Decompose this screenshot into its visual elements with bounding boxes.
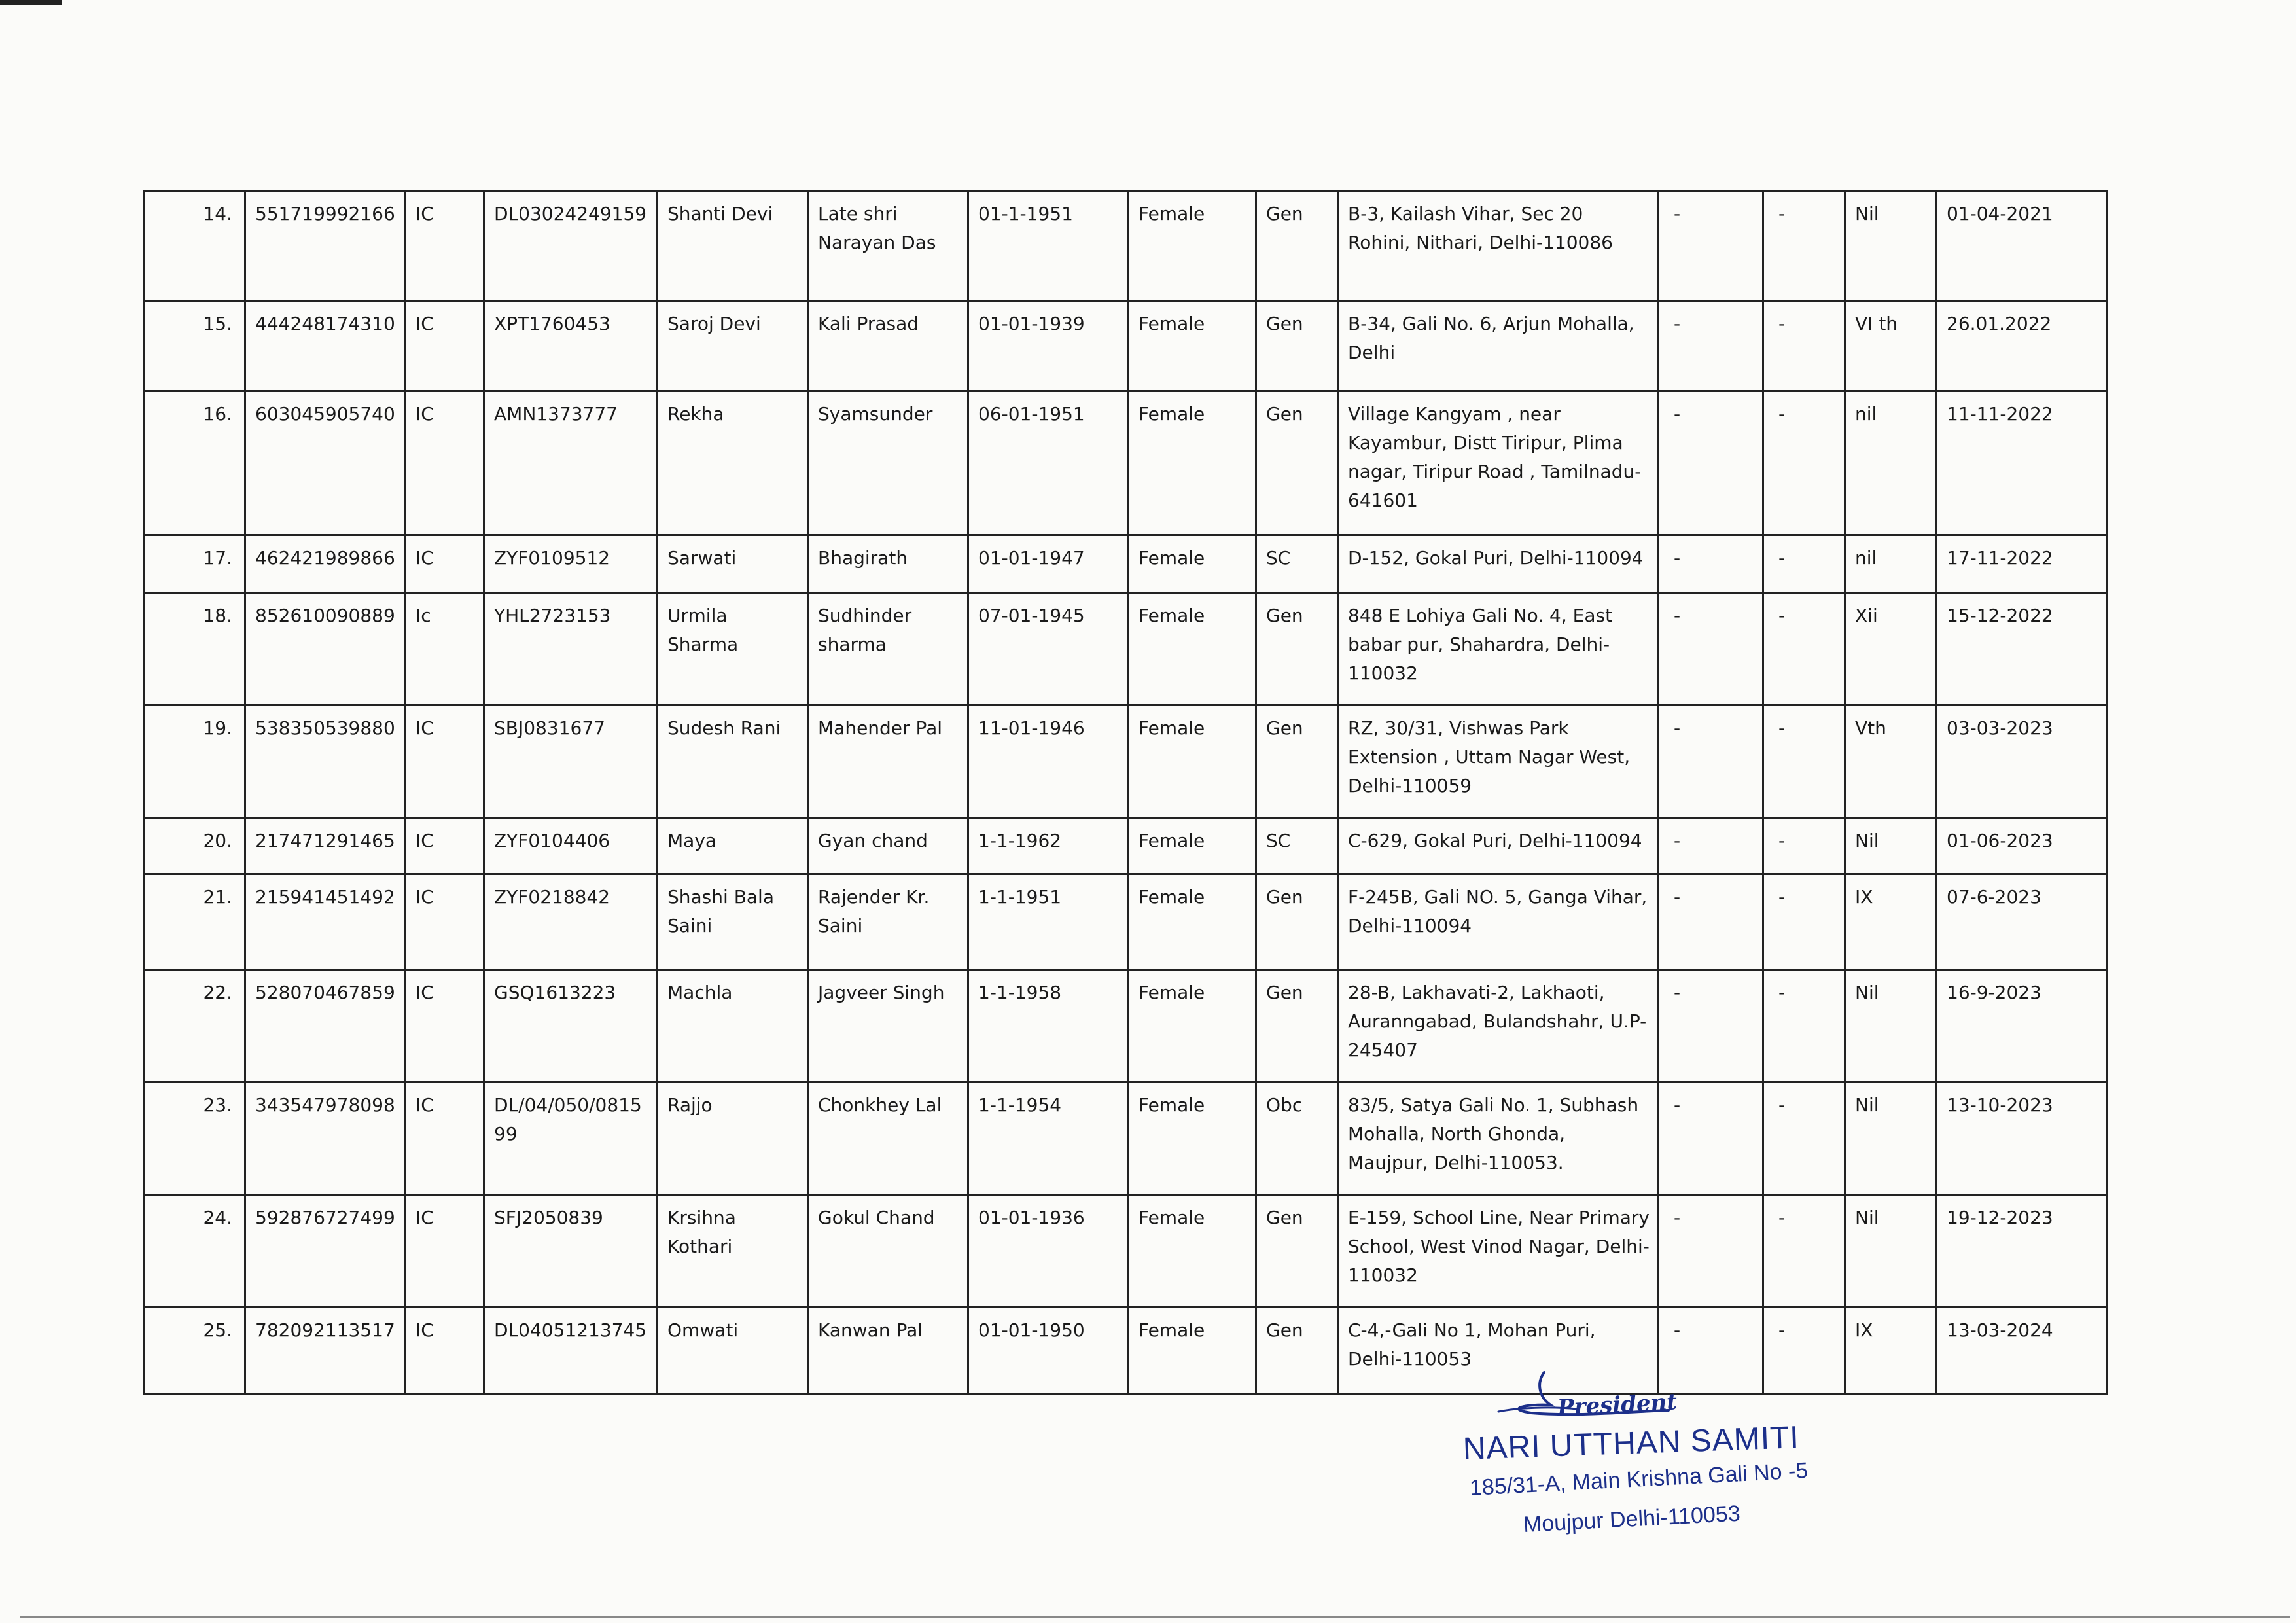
father-husband-name-cell: Jagveer Singh (808, 970, 968, 1082)
address-cell: 83/5, Satya Gali No. 1, Subhash Mohalla, North Ghonda, Maujpur, Delhi-110053. (1338, 1082, 1659, 1195)
qualification-cell: Xii (1845, 593, 1937, 705)
address-cell: RZ, 30/31, Vishwas Park Extension , Uttam Nagar West, Delhi-110059 (1338, 705, 1659, 818)
name-cell: Krsihna Kothari (658, 1195, 808, 1308)
table-row (144, 1082, 2107, 1195)
card-number-cell: AMN1373777 (484, 391, 658, 535)
blank-column-cell: - (1659, 391, 1763, 535)
blank-column-cell: - (1659, 874, 1763, 970)
name-cell: Rekha (658, 391, 808, 535)
table-row (144, 535, 2107, 593)
aadhaar-number-cell: 782092113517 (245, 1308, 406, 1394)
qualification-cell: Nil (1845, 191, 1937, 301)
aadhaar-number-cell: 551719992166 (245, 191, 406, 301)
blank-column-cell: - (1763, 1082, 1845, 1195)
father-husband-name-cell: Sudhinder sharma (808, 593, 968, 705)
table-row (144, 970, 2107, 1082)
card-number-cell: YHL2723153 (484, 593, 658, 705)
gender-cell: Female (1129, 874, 1256, 970)
aadhaar-number-cell: 852610090889 (245, 593, 406, 705)
qualification-cell: IX (1845, 874, 1937, 970)
date-of-birth-cell: 01-01-1950 (968, 1308, 1129, 1394)
address-cell: 28-B, Lakhavati-2, Lakhaoti, Auranngabad, Bulandshahr, U.P-245407 (1338, 970, 1659, 1082)
blank-column-cell: - (1763, 1308, 1845, 1394)
table-row (144, 1195, 2107, 1308)
address-cell: B-3, Kailash Vihar, Sec 20 Rohini, Nithari, Delhi-110086 (1338, 191, 1659, 301)
date-of-birth-cell: 01-1-1951 (968, 191, 1129, 301)
blank-column-cell: - (1659, 818, 1763, 874)
date-cell: 01-06-2023 (1937, 818, 2107, 874)
father-husband-name-cell: Mahender Pal (808, 705, 968, 818)
gender-cell: Female (1129, 1082, 1256, 1195)
serial-number-cell: 14. (144, 191, 245, 301)
date-cell: 19-12-2023 (1937, 1195, 2107, 1308)
serial-number-cell: 23. (144, 1082, 245, 1195)
aadhaar-number-cell: 592876727499 (245, 1195, 406, 1308)
gender-cell: Female (1129, 1308, 1256, 1394)
card-number-cell: SBJ0831677 (484, 705, 658, 818)
aadhaar-number-cell: 528070467859 (245, 970, 406, 1082)
qualification-cell: Nil (1845, 1082, 1937, 1195)
id-type-cell: IC (406, 705, 484, 818)
date-of-birth-cell: 06-01-1951 (968, 391, 1129, 535)
blank-column-cell: - (1763, 1195, 1845, 1308)
name-cell: Urmila Sharma (658, 593, 808, 705)
qualification-cell: VI th (1845, 301, 1937, 391)
scan-bottom-edge (20, 1616, 2290, 1618)
category-cell: Gen (1256, 593, 1338, 705)
id-type-cell: IC (406, 191, 484, 301)
aadhaar-number-cell: 462421989866 (245, 535, 406, 593)
father-husband-name-cell: Late shri Narayan Das (808, 191, 968, 301)
father-husband-name-cell: Syamsunder (808, 391, 968, 535)
category-cell: Gen (1256, 1195, 1338, 1308)
id-type-cell: IC (406, 970, 484, 1082)
blank-column-cell: - (1763, 818, 1845, 874)
address-cell: B-34, Gali No. 6, Arjun Mohalla, Delhi (1338, 301, 1659, 391)
date-of-birth-cell: 1-1-1958 (968, 970, 1129, 1082)
card-number-cell: ZYF0218842 (484, 874, 658, 970)
blank-column-cell: - (1659, 1308, 1763, 1394)
serial-number-cell: 16. (144, 391, 245, 535)
category-cell: Obc (1256, 1082, 1338, 1195)
date-cell: 15-12-2022 (1937, 593, 2107, 705)
gender-cell: Female (1129, 1195, 1256, 1308)
date-of-birth-cell: 01-01-1936 (968, 1195, 1129, 1308)
date-cell: 13-03-2024 (1937, 1308, 2107, 1394)
scan-corner-mark (0, 0, 62, 5)
father-husband-name-cell: Chonkhey Lal (808, 1082, 968, 1195)
name-cell: Sarwati (658, 535, 808, 593)
blank-column-cell: - (1763, 970, 1845, 1082)
gender-cell: Female (1129, 535, 1256, 593)
serial-number-cell: 19. (144, 705, 245, 818)
id-type-cell: IC (406, 874, 484, 970)
date-cell: 01-04-2021 (1937, 191, 2107, 301)
id-type-cell: IC (406, 301, 484, 391)
category-cell: Gen (1256, 1308, 1338, 1394)
gender-cell: Female (1129, 705, 1256, 818)
name-cell: Saroj Devi (658, 301, 808, 391)
date-of-birth-cell: 07-01-1945 (968, 593, 1129, 705)
address-cell: D-152, Gokal Puri, Delhi-110094 (1338, 535, 1659, 593)
qualification-cell: Nil (1845, 1195, 1937, 1308)
id-type-cell: IC (406, 1195, 484, 1308)
name-cell: Rajjo (658, 1082, 808, 1195)
serial-number-cell: 25. (144, 1308, 245, 1394)
gender-cell: Female (1129, 301, 1256, 391)
serial-number-cell: 24. (144, 1195, 245, 1308)
date-cell: 07-6-2023 (1937, 874, 2107, 970)
serial-number-cell: 18. (144, 593, 245, 705)
blank-column-cell: - (1763, 535, 1845, 593)
organization-stamp (1462, 1371, 1829, 1541)
aadhaar-number-cell: 217471291465 (245, 818, 406, 874)
father-husband-name-cell: Gyan chand (808, 818, 968, 874)
id-type-cell: Ic (406, 593, 484, 705)
blank-column-cell: - (1659, 593, 1763, 705)
signature-title: President (1557, 1389, 1678, 1421)
category-cell: SC (1256, 818, 1338, 874)
category-cell: Gen (1256, 391, 1338, 535)
father-husband-name-cell: Kali Prasad (808, 301, 968, 391)
qualification-cell: nil (1845, 535, 1937, 593)
blank-column-cell: - (1763, 705, 1845, 818)
organization-address-line-2: Moujpur Delhi-110053 (1523, 1501, 1741, 1537)
address-cell: C-4,-Gali No 1, Mohan Puri, Delhi-110053 (1338, 1308, 1659, 1394)
date-cell: 16-9-2023 (1937, 970, 2107, 1082)
gender-cell: Female (1129, 593, 1256, 705)
id-type-cell: IC (406, 535, 484, 593)
card-number-cell: GSQ1613223 (484, 970, 658, 1082)
card-number-cell: DL04051213745 (484, 1308, 658, 1394)
card-number-cell: XPT1760453 (484, 301, 658, 391)
table-row (144, 874, 2107, 970)
qualification-cell: nil (1845, 391, 1937, 535)
serial-number-cell: 21. (144, 874, 245, 970)
name-cell: Shashi Bala Saini (658, 874, 808, 970)
card-number-cell: DL03024249159 (484, 191, 658, 301)
name-cell: Shanti Devi (658, 191, 808, 301)
gender-cell: Female (1129, 818, 1256, 874)
serial-number-cell: 15. (144, 301, 245, 391)
blank-column-cell: - (1763, 301, 1845, 391)
address-cell: Village Kangyam , near Kayambur, Distt Tiripur, Plima nagar, Tiripur Road , Tamilnadu-641601 (1338, 391, 1659, 535)
date-cell: 26.01.2022 (1937, 301, 2107, 391)
father-husband-name-cell: Gokul Chand (808, 1195, 968, 1308)
category-cell: Gen (1256, 705, 1338, 818)
name-cell: Omwati (658, 1308, 808, 1394)
id-type-cell: IC (406, 1308, 484, 1394)
organization-address-line-1: 185/31-A, Main Krishna Gali No -5 (1469, 1457, 1809, 1501)
card-number-cell: DL/04/050/081599 (484, 1082, 658, 1195)
serial-number-cell: 17. (144, 535, 245, 593)
table-row (144, 705, 2107, 818)
organization-name: NARI UTTHAN SAMITI (1462, 1420, 1800, 1467)
date-of-birth-cell: 1-1-1954 (968, 1082, 1129, 1195)
gender-cell: Female (1129, 191, 1256, 301)
date-cell: 13-10-2023 (1937, 1082, 2107, 1195)
date-of-birth-cell: 1-1-1962 (968, 818, 1129, 874)
blank-column-cell: - (1659, 705, 1763, 818)
aadhaar-number-cell: 343547978098 (245, 1082, 406, 1195)
qualification-cell: IX (1845, 1308, 1937, 1394)
date-cell: 11-11-2022 (1937, 391, 2107, 535)
qualification-cell: Nil (1845, 970, 1937, 1082)
date-of-birth-cell: 11-01-1946 (968, 705, 1129, 818)
table-row (144, 191, 2107, 301)
address-cell: C-629, Gokal Puri, Delhi-110094 (1338, 818, 1659, 874)
qualification-cell: Nil (1845, 818, 1937, 874)
id-type-cell: IC (406, 818, 484, 874)
name-cell: Maya (658, 818, 808, 874)
date-of-birth-cell: 01-01-1939 (968, 301, 1129, 391)
blank-column-cell: - (1659, 1082, 1763, 1195)
beneficiary-register-table (143, 190, 2108, 1395)
address-cell: E-159, School Line, Near Primary School, West Vinod Nagar, Delhi-110032 (1338, 1195, 1659, 1308)
date-cell: 03-03-2023 (1937, 705, 2107, 818)
name-cell: Machla (658, 970, 808, 1082)
date-of-birth-cell: 01-01-1947 (968, 535, 1129, 593)
blank-column-cell: - (1659, 535, 1763, 593)
blank-column-cell: - (1659, 301, 1763, 391)
category-cell: Gen (1256, 301, 1338, 391)
id-type-cell: IC (406, 1082, 484, 1195)
id-type-cell: IC (406, 391, 484, 535)
father-husband-name-cell: Bhagirath (808, 535, 968, 593)
category-cell: SC (1256, 535, 1338, 593)
father-husband-name-cell: Kanwan Pal (808, 1308, 968, 1394)
date-cell: 17-11-2022 (1937, 535, 2107, 593)
table-row (144, 593, 2107, 705)
register-body (144, 191, 2107, 1394)
category-cell: Gen (1256, 970, 1338, 1082)
address-cell: F-245B, Gali NO. 5, Ganga Vihar, Delhi-110094 (1338, 874, 1659, 970)
aadhaar-number-cell: 603045905740 (245, 391, 406, 535)
table-row (144, 391, 2107, 535)
father-husband-name-cell: Rajender Kr. Saini (808, 874, 968, 970)
card-number-cell: ZYF0109512 (484, 535, 658, 593)
qualification-cell: Vth (1845, 705, 1937, 818)
blank-column-cell: - (1763, 874, 1845, 970)
blank-column-cell: - (1659, 1195, 1763, 1308)
card-number-cell: ZYF0104406 (484, 818, 658, 874)
card-number-cell: SFJ2050839 (484, 1195, 658, 1308)
category-cell: Gen (1256, 874, 1338, 970)
date-of-birth-cell: 1-1-1951 (968, 874, 1129, 970)
serial-number-cell: 22. (144, 970, 245, 1082)
table-row (144, 818, 2107, 874)
aadhaar-number-cell: 444248174310 (245, 301, 406, 391)
aadhaar-number-cell: 538350539880 (245, 705, 406, 818)
blank-column-cell: - (1763, 191, 1845, 301)
category-cell: Gen (1256, 191, 1338, 301)
gender-cell: Female (1129, 970, 1256, 1082)
name-cell: Sudesh Rani (658, 705, 808, 818)
gender-cell: Female (1129, 391, 1256, 535)
blank-column-cell: - (1763, 391, 1845, 535)
address-cell: 848 E Lohiya Gali No. 4, East babar pur, Shahardra, Delhi-110032 (1338, 593, 1659, 705)
blank-column-cell: - (1659, 191, 1763, 301)
blank-column-cell: - (1659, 970, 1763, 1082)
blank-column-cell: - (1763, 593, 1845, 705)
table-row (144, 301, 2107, 391)
serial-number-cell: 20. (144, 818, 245, 874)
aadhaar-number-cell: 215941451492 (245, 874, 406, 970)
